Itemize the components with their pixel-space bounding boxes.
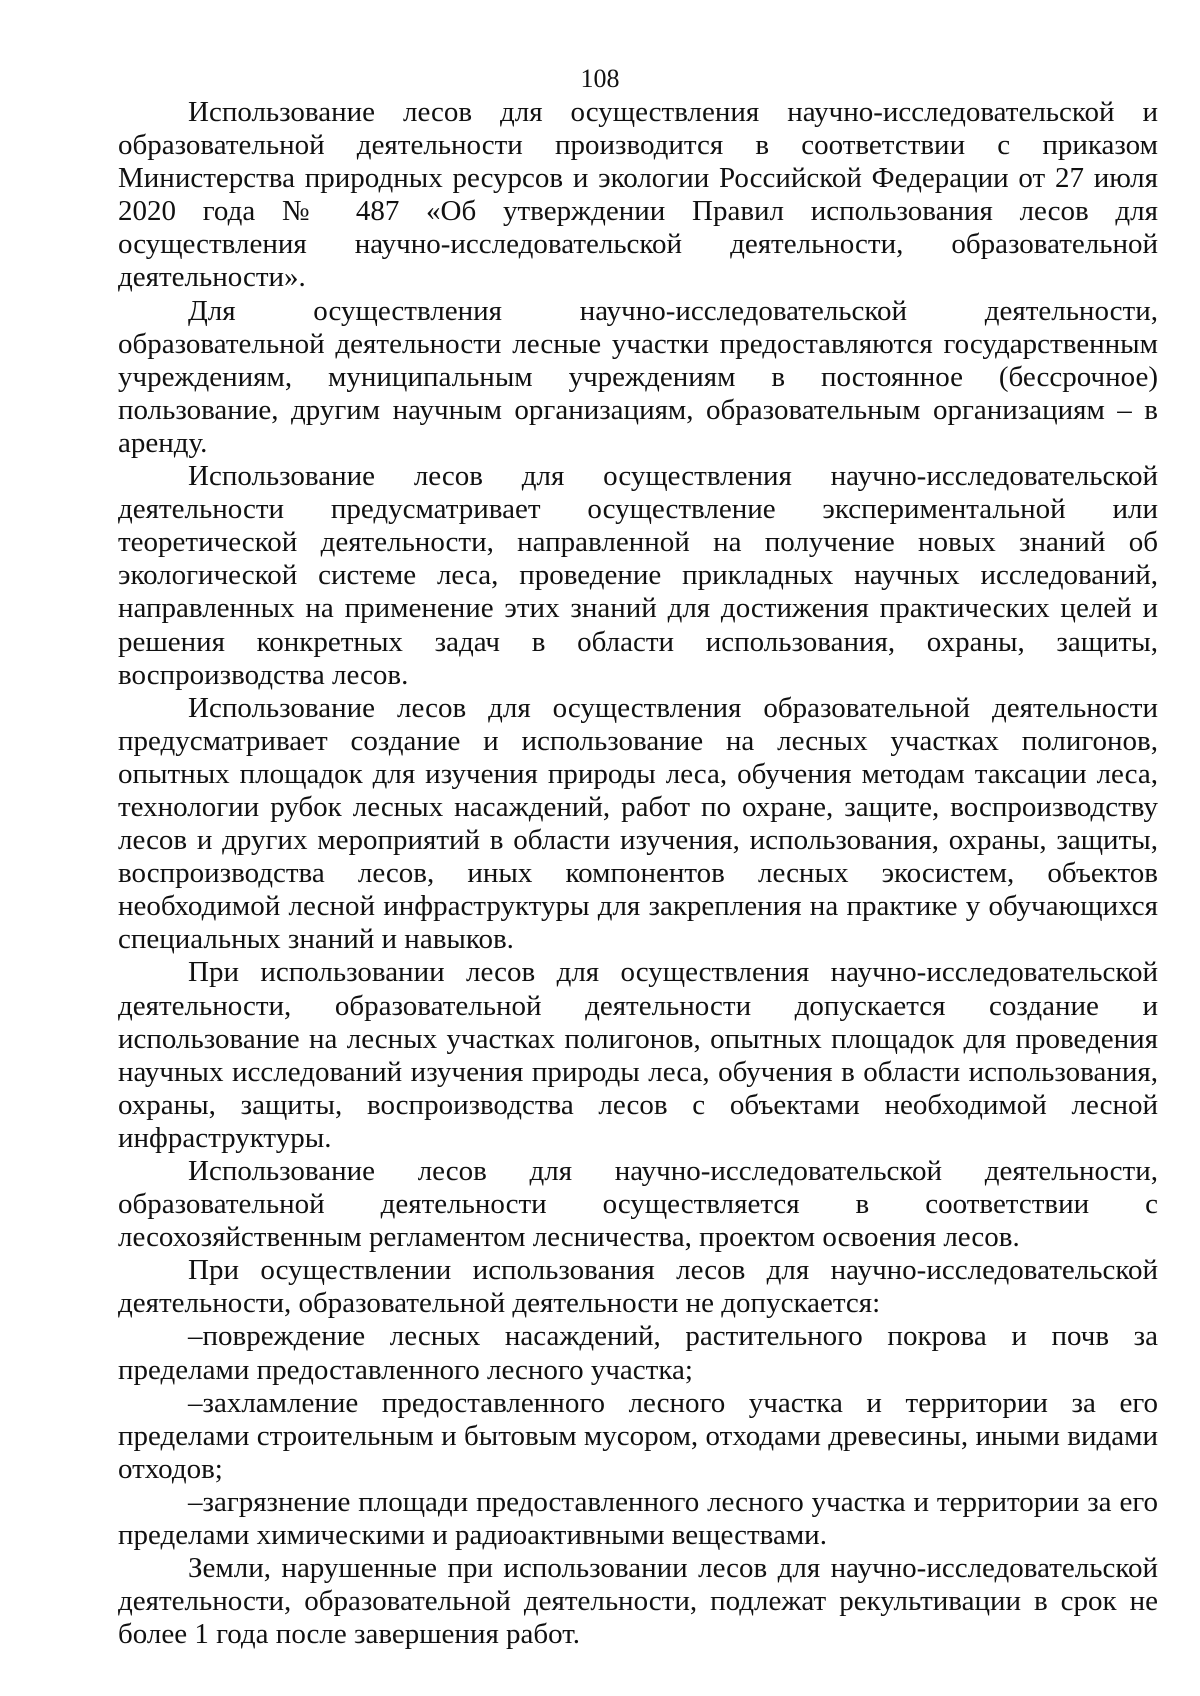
paragraph-land-provision: Для осуществления научно-исследовательской деятельности, образовательной деятельности лесные участки предоставляются государственным учреждениям, муниципальным учреждениям в постоянное (бессрочное) пользование, другим научным организациям, образовательным организациям – в аренду. <box>118 294 1158 459</box>
paragraph-research-activity: Использование лесов для осуществления научно-исследовательской деятельности предусматривает осуществление экспериментальной или теоретической деятельности, направленной на получение новых знаний об экологической системе леса, проведение прикладных научных исследований, направленных на применение этих знаний для достижения практических целей и решения конкретных задач в области использования, охраны, защиты, воспроизводства лесов. <box>118 460 1158 691</box>
paragraph-regulations: Использование лесов для научно-исследовательской деятельности, образовательной деятельности осуществляется в соответствии с лесохозяйственным регламентом лесничества, проектом освоения лесов. <box>118 1155 1158 1254</box>
page-number: 108 <box>580 64 620 93</box>
list-item-littering: –захламление предоставленного лесного участка и территории за его пределами строительным и бытовым мусором, отходами древесины, иными видами отходов; <box>118 1386 1158 1485</box>
paragraph-recultivation: Земли, нарушенные при использовании лесов для научно-исследовательской деятельности, образовательной деятельности, подлежат рекультивации в срок не более 1 года после завершения работ. <box>118 1552 1158 1651</box>
list-item-pollution: –загрязнение площади предоставленного лесного участка и территории за его пределами химическими и радиоактивными веществами. <box>118 1485 1158 1552</box>
paragraph-educational-activity: Использование лесов для осуществления образовательной деятельности предусматривает создание и использование на лесных участках полигонов, опытных площадок для изучения природы леса, обучения методам таксации леса, технологии рубок лесных насаждений, работ по охране, защите, воспроизводству лесов и других мероприятий в области изучения, использования, охраны, защиты, воспроизводства лесов, иных компонентов лесных экосистем, объектов необходимой лесной инфраструктуры для закрепления на практике у обучающихся специальных знаний и навыков. <box>118 691 1158 956</box>
list-item-damage: –повреждение лесных насаждений, растительного покрова и почв за пределами предоставленного лесного участка; <box>118 1320 1158 1386</box>
paragraph-not-allowed-intro: При осуществлении использования лесов для научно-исследовательской деятельности, образовательной деятельности не допускается: <box>118 1254 1158 1320</box>
body-text <box>118 96 1158 1651</box>
paragraph-research-order: Использование лесов для осуществления научно-исследовательской и образовательной деятельности производится в соответствии с приказом Министерства природных ресурсов и экологии Российской Федерации от 27 июля 2020 года № 487 «Об утверждении Правил использования лесов для осуществления научно-исследовательской деятельности, образовательной деятельности». <box>118 96 1158 294</box>
paragraph-polygons-allowed: При использовании лесов для осуществления научно-исследовательской деятельности, образовательной деятельности допускается создание и использование на лесных участках полигонов, опытных площадок для проведения научных исследований изучения природы леса, обучения в области использования, охраны, защиты, воспроизводства лесов с объектами необходимой лесной инфраструктуры. <box>118 956 1158 1154</box>
